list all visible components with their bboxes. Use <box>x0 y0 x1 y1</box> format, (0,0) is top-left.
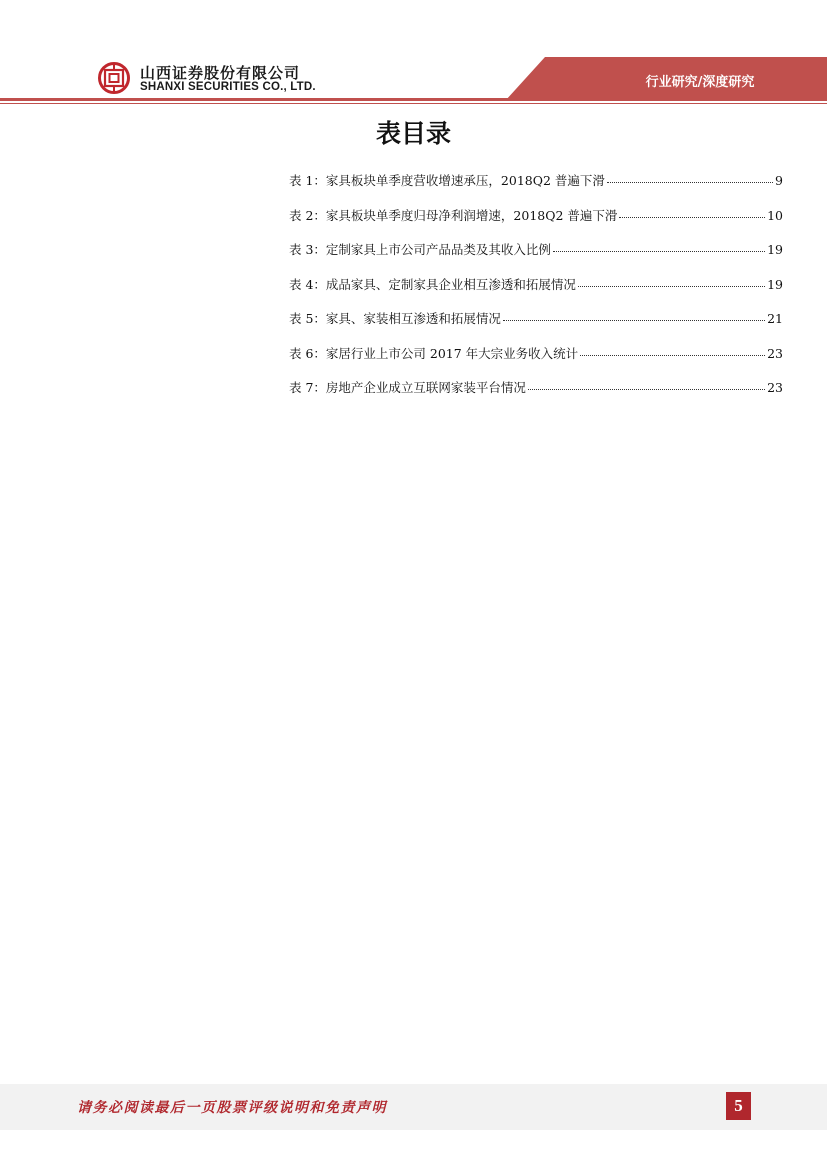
toc-leader-dots <box>578 285 765 287</box>
table-of-contents <box>289 171 783 413</box>
company-name-cn: 山西证券股份有限公司 <box>140 64 301 82</box>
toc-entry-page: 10 <box>767 207 783 223</box>
company-logo-icon <box>98 62 130 94</box>
footer-disclaimer: 请务必阅读最后一页股票评级说明和免责声明 <box>77 1100 387 1116</box>
toc-entry-label: 表 1：家具板块单季度营收增速承压，2018Q2 普遍下滑 <box>289 173 605 188</box>
toc-entry[interactable] <box>289 240 783 275</box>
toc-leader-dots <box>607 181 773 183</box>
toc-entry-label: 表 6：家居行业上市公司 2017 年大宗业务收入统计 <box>289 345 579 361</box>
toc-entry-label: 表 5：家具、家装相互渗透和拓展情况 <box>289 311 501 326</box>
toc-entry-page: 9 <box>775 173 783 188</box>
toc-entry-page: 23 <box>767 380 783 395</box>
company-name-en: SHANXI SECURITIES CO., LTD. <box>140 81 316 93</box>
toc-entry-label: 表 4：成品家具、定制家具企业相互渗透和拓展情况 <box>289 276 576 292</box>
toc-entry-page: 19 <box>767 276 783 292</box>
toc-entry-page: 23 <box>767 345 783 361</box>
toc-entry-label: 表 2：家具板块单季度归母净利润增速，2018Q2 普遍下滑 <box>289 207 618 223</box>
toc-entry-label: 表 7：房地产企业成立互联网家装平台情况 <box>289 380 526 395</box>
toc-entry[interactable] <box>289 378 783 413</box>
toc-leader-dots <box>580 354 765 356</box>
toc-entry[interactable] <box>289 275 783 310</box>
toc-leader-dots <box>503 319 765 321</box>
toc-leader-dots <box>619 216 765 218</box>
page-title: 表目录 <box>375 119 451 148</box>
toc-entry[interactable] <box>289 206 783 241</box>
toc-leader-dots <box>553 250 765 252</box>
toc-entry[interactable] <box>289 344 783 379</box>
report-type-label: 行业研究/深度研究 <box>645 75 755 90</box>
toc-entry-page: 21 <box>767 311 783 326</box>
toc-entry-label: 表 3：定制家具上市公司产品品类及其收入比例 <box>289 242 551 257</box>
toc-leader-dots <box>528 388 765 390</box>
toc-entry-page: 19 <box>767 242 783 257</box>
toc-entry[interactable] <box>289 309 783 344</box>
page-number: 5 <box>726 1092 751 1120</box>
toc-entry[interactable] <box>289 171 783 206</box>
